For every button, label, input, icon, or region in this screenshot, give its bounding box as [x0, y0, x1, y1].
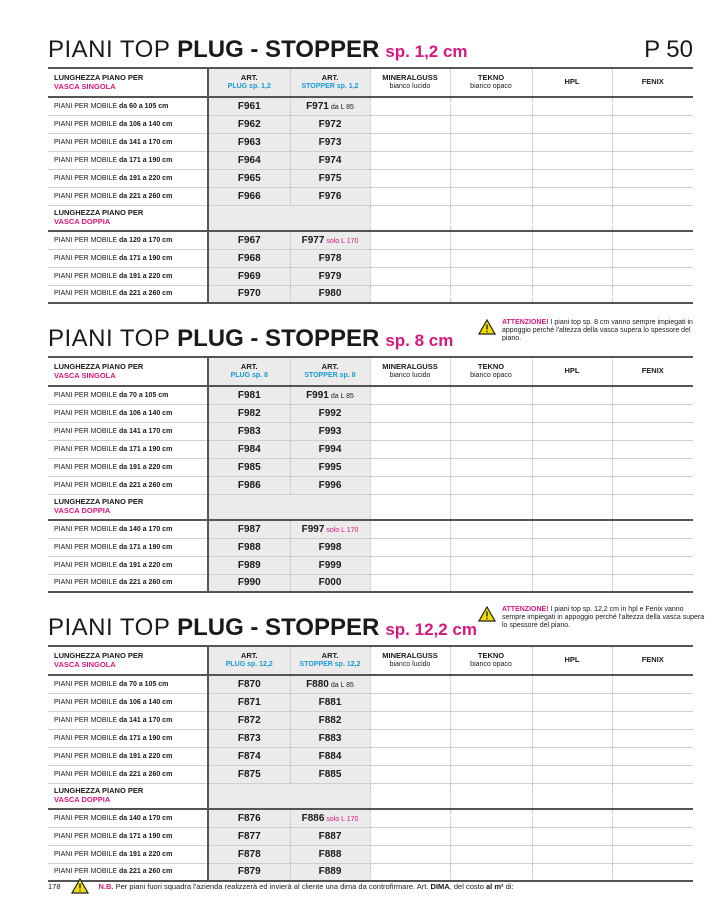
- length-header: LUNGHEZZA PIANO PER VASCA SINGOLA: [48, 646, 208, 675]
- hpl-price: [532, 675, 612, 693]
- stopper-code: F971 da L 85: [290, 97, 370, 115]
- stopper-code: F000: [290, 574, 370, 592]
- stopper-code: F882: [290, 711, 370, 729]
- tekno-price: [450, 556, 532, 574]
- table-row: [48, 809, 693, 827]
- price-table: [48, 645, 693, 882]
- table-row: [48, 169, 693, 187]
- length-cell: PIANI PER MOBILE da 191 a 220 cm: [48, 458, 208, 476]
- fenix-price: [612, 520, 693, 538]
- tekno-header: TEKNO bianco opaco: [450, 357, 532, 386]
- tekno-price: [450, 538, 532, 556]
- hpl-price: [532, 711, 612, 729]
- table-row: [48, 249, 693, 267]
- fenix-price: [612, 827, 693, 845]
- tekno-price: [450, 675, 532, 693]
- length-cell: PIANI PER MOBILE da 60 a 105 cm: [48, 97, 208, 115]
- table-row: [48, 729, 693, 747]
- plug-header: ART. PLUG sp. 12,2: [208, 646, 290, 675]
- plug-code: F963: [208, 133, 290, 151]
- hpl-price: [532, 267, 612, 285]
- length-cell: PIANI PER MOBILE da 171 a 190 cm: [48, 827, 208, 845]
- fenix-price: [612, 729, 693, 747]
- length-cell: PIANI PER MOBILE da 191 a 220 cm: [48, 267, 208, 285]
- fenix-price: [612, 422, 693, 440]
- mineralguss-price: [370, 440, 450, 458]
- fenix-price: [612, 231, 693, 249]
- table-row: [48, 693, 693, 711]
- mineralguss-price: [370, 675, 450, 693]
- fenix-header: FENIX: [612, 357, 693, 386]
- mineralguss-price: [370, 693, 450, 711]
- tekno-header: TEKNO bianco opaco: [450, 68, 532, 97]
- table-row: [48, 97, 693, 115]
- length-cell: PIANI PER MOBILE da 171 a 190 cm: [48, 151, 208, 169]
- stopper-code: F999: [290, 556, 370, 574]
- plug-code: F985: [208, 458, 290, 476]
- length-cell: PIANI PER MOBILE da 171 a 190 cm: [48, 440, 208, 458]
- hpl-price: [532, 404, 612, 422]
- table-row: [48, 556, 693, 574]
- group-header-row: [48, 494, 693, 520]
- plug-code: F988: [208, 538, 290, 556]
- stopper-code: F977 solo L 170: [290, 231, 370, 249]
- fenix-price: [612, 765, 693, 783]
- tekno-price: [450, 115, 532, 133]
- stopper-code: F888: [290, 845, 370, 863]
- fenix-price: [612, 711, 693, 729]
- mineralguss-header: MINERALGUSS bianco lucido: [370, 68, 450, 97]
- hpl-price: [532, 693, 612, 711]
- fenix-price: [612, 476, 693, 494]
- mineralguss-price: [370, 151, 450, 169]
- warning-icon: [478, 606, 496, 622]
- stopper-code: F889: [290, 863, 370, 881]
- stopper-code: F979: [290, 267, 370, 285]
- table-row: [48, 574, 693, 592]
- tekno-price: [450, 151, 532, 169]
- tekno-price: [450, 574, 532, 592]
- warning-icon: [478, 319, 496, 335]
- plug-code: F879: [208, 863, 290, 881]
- group-header-row: [48, 205, 693, 231]
- plug-code: F962: [208, 115, 290, 133]
- tekno-price: [450, 693, 532, 711]
- hpl-price: [532, 765, 612, 783]
- length-header: LUNGHEZZA PIANO PER VASCA SINGOLA: [48, 68, 208, 97]
- footer-text: N.B. Per piani fuori squadra l'azienda realizzerà ed invierà al cliente una dima da controfirmare. Art. DIMA, del costo al m² di:: [98, 881, 514, 891]
- fenix-price: [612, 386, 693, 404]
- plug-code: F967: [208, 231, 290, 249]
- fenix-price: [612, 440, 693, 458]
- plug-code: F876: [208, 809, 290, 827]
- fenix-price: [612, 574, 693, 592]
- tekno-price: [450, 187, 532, 205]
- stopper-code: F978: [290, 249, 370, 267]
- plug-code: F873: [208, 729, 290, 747]
- table-row: [48, 404, 693, 422]
- tekno-price: [450, 249, 532, 267]
- fenix-header: FENIX: [612, 68, 693, 97]
- plug-code: F969: [208, 267, 290, 285]
- stopper-code: F885: [290, 765, 370, 783]
- plug-code: F961: [208, 97, 290, 115]
- tekno-price: [450, 711, 532, 729]
- tekno-price: [450, 458, 532, 476]
- plug-code: F877: [208, 827, 290, 845]
- stopper-code: F992: [290, 404, 370, 422]
- plug-code: F875: [208, 765, 290, 783]
- plug-code: F878: [208, 845, 290, 863]
- section-3: [48, 606, 705, 882]
- table-row: [48, 422, 693, 440]
- fenix-price: [612, 404, 693, 422]
- plug-code: F990: [208, 574, 290, 592]
- table-row: [48, 115, 693, 133]
- plug-code: F984: [208, 440, 290, 458]
- stopper-code: F975: [290, 169, 370, 187]
- table-row: [48, 520, 693, 538]
- length-cell: PIANI PER MOBILE da 140 a 170 cm: [48, 809, 208, 827]
- table-header: [48, 68, 693, 97]
- fenix-price: [612, 115, 693, 133]
- warning-note: ATTENZIONE! I piani top sp. 8 cm vanno sempre impiegati in appoggio perché l'altezza della vasca supera lo spessore del piano.: [478, 319, 708, 343]
- table-row: [48, 133, 693, 151]
- length-cell: PIANI PER MOBILE da 221 a 260 cm: [48, 476, 208, 494]
- fenix-header: FENIX: [612, 646, 693, 675]
- table-row: [48, 711, 693, 729]
- plug-header: ART. PLUG sp. 8: [208, 357, 290, 386]
- plug-code: F981: [208, 386, 290, 404]
- length-cell: PIANI PER MOBILE da 141 a 170 cm: [48, 422, 208, 440]
- section-1: [48, 38, 693, 304]
- hpl-price: [532, 169, 612, 187]
- length-cell: PIANI PER MOBILE da 171 a 190 cm: [48, 538, 208, 556]
- mineralguss-price: [370, 249, 450, 267]
- plug-code: F989: [208, 556, 290, 574]
- stopper-code: F994: [290, 440, 370, 458]
- plug-code: F983: [208, 422, 290, 440]
- length-cell: PIANI PER MOBILE da 221 a 260 cm: [48, 285, 208, 303]
- mineralguss-price: [370, 711, 450, 729]
- fenix-price: [612, 169, 693, 187]
- length-cell: PIANI PER MOBILE da 171 a 190 cm: [48, 249, 208, 267]
- length-header: LUNGHEZZA PIANO PER VASCA SINGOLA: [48, 357, 208, 386]
- table-row: [48, 267, 693, 285]
- footer-note: [48, 878, 514, 894]
- length-cell: PIANI PER MOBILE da 191 a 220 cm: [48, 747, 208, 765]
- mineralguss-price: [370, 747, 450, 765]
- hpl-price: [532, 285, 612, 303]
- mineralguss-price: [370, 809, 450, 827]
- mineralguss-price: [370, 285, 450, 303]
- table-row: [48, 747, 693, 765]
- stopper-code: F973: [290, 133, 370, 151]
- plug-code: F966: [208, 187, 290, 205]
- stopper-code: F997 solo L 170: [290, 520, 370, 538]
- hpl-price: [532, 574, 612, 592]
- double-sink-label: LUNGHEZZA PIANO PER VASCA DOPPIA: [48, 494, 208, 520]
- tekno-price: [450, 765, 532, 783]
- fenix-price: [612, 863, 693, 881]
- mineralguss-price: [370, 187, 450, 205]
- stopper-code: F880 da L 85: [290, 675, 370, 693]
- hpl-price: [532, 115, 612, 133]
- plug-code: F870: [208, 675, 290, 693]
- stopper-code: F991 da L 85: [290, 386, 370, 404]
- tekno-price: [450, 133, 532, 151]
- hpl-price: [532, 133, 612, 151]
- fenix-price: [612, 133, 693, 151]
- fenix-price: [612, 675, 693, 693]
- length-cell: PIANI PER MOBILE da 141 a 170 cm: [48, 711, 208, 729]
- page-code: P 50: [644, 36, 693, 63]
- tekno-price: [450, 747, 532, 765]
- mineralguss-price: [370, 556, 450, 574]
- mineralguss-price: [370, 115, 450, 133]
- mineralguss-price: [370, 169, 450, 187]
- tekno-price: [450, 97, 532, 115]
- mineralguss-price: [370, 97, 450, 115]
- mineralguss-price: [370, 476, 450, 494]
- section-title: PIANI TOP PLUG - STOPPER sp. 8 cm: [48, 325, 454, 352]
- stopper-code: F884: [290, 747, 370, 765]
- table-header: [48, 357, 693, 386]
- fenix-price: [612, 267, 693, 285]
- price-table: [48, 67, 693, 304]
- mineralguss-price: [370, 231, 450, 249]
- table-row: [48, 765, 693, 783]
- mineralguss-price: [370, 267, 450, 285]
- fenix-price: [612, 693, 693, 711]
- mineralguss-price: [370, 386, 450, 404]
- mineralguss-price: [370, 574, 450, 592]
- length-cell: PIANI PER MOBILE da 221 a 260 cm: [48, 765, 208, 783]
- hpl-price: [532, 556, 612, 574]
- mineralguss-header: MINERALGUSS bianco lucido: [370, 646, 450, 675]
- hpl-price: [532, 187, 612, 205]
- mineralguss-price: [370, 827, 450, 845]
- fenix-price: [612, 809, 693, 827]
- stopper-code: F976: [290, 187, 370, 205]
- table-row: [48, 151, 693, 169]
- section-title: PIANI TOP PLUG - STOPPER sp. 12,2 cm: [48, 614, 477, 641]
- hpl-price: [532, 520, 612, 538]
- fenix-price: [612, 151, 693, 169]
- length-cell: PIANI PER MOBILE da 191 a 220 cm: [48, 169, 208, 187]
- stopper-code: F974: [290, 151, 370, 169]
- table-row: [48, 458, 693, 476]
- hpl-header: HPL: [532, 357, 612, 386]
- page-number: 178: [48, 881, 61, 891]
- length-cell: PIANI PER MOBILE da 221 a 260 cm: [48, 863, 208, 881]
- tekno-price: [450, 422, 532, 440]
- warning-note: ATTENZIONE! I piani top sp. 12,2 cm in hpl e Fenix vanno sempre impiegati in appoggio perché l'altezza della vasca supera lo spessore del piano.: [478, 606, 708, 630]
- plug-code: F986: [208, 476, 290, 494]
- fenix-price: [612, 187, 693, 205]
- tekno-header: TEKNO bianco opaco: [450, 646, 532, 675]
- hpl-price: [532, 476, 612, 494]
- hpl-price: [532, 151, 612, 169]
- length-cell: PIANI PER MOBILE da 70 a 105 cm: [48, 675, 208, 693]
- plug-code: F970: [208, 285, 290, 303]
- length-cell: PIANI PER MOBILE da 106 a 140 cm: [48, 404, 208, 422]
- tekno-price: [450, 809, 532, 827]
- hpl-price: [532, 386, 612, 404]
- length-cell: PIANI PER MOBILE da 70 a 105 cm: [48, 386, 208, 404]
- table-row: [48, 386, 693, 404]
- length-cell: PIANI PER MOBILE da 120 a 170 cm: [48, 231, 208, 249]
- stopper-code: F972: [290, 115, 370, 133]
- hpl-header: HPL: [532, 68, 612, 97]
- hpl-price: [532, 231, 612, 249]
- section-title: PIANI TOP PLUG - STOPPER sp. 1,2 cm P 50: [48, 36, 693, 63]
- length-cell: PIANI PER MOBILE da 106 a 140 cm: [48, 693, 208, 711]
- double-sink-label: LUNGHEZZA PIANO PER VASCA DOPPIA: [48, 205, 208, 231]
- tekno-price: [450, 729, 532, 747]
- mineralguss-price: [370, 520, 450, 538]
- plug-code: F872: [208, 711, 290, 729]
- length-cell: PIANI PER MOBILE da 191 a 220 cm: [48, 845, 208, 863]
- stopper-code: F887: [290, 827, 370, 845]
- length-cell: PIANI PER MOBILE da 141 a 170 cm: [48, 133, 208, 151]
- length-cell: PIANI PER MOBILE da 191 a 220 cm: [48, 556, 208, 574]
- length-cell: PIANI PER MOBILE da 171 a 190 cm: [48, 729, 208, 747]
- mineralguss-price: [370, 845, 450, 863]
- tekno-price: [450, 827, 532, 845]
- fenix-price: [612, 538, 693, 556]
- mineralguss-price: [370, 133, 450, 151]
- fenix-price: [612, 845, 693, 863]
- length-cell: PIANI PER MOBILE da 221 a 260 cm: [48, 574, 208, 592]
- table-row: [48, 476, 693, 494]
- table-header: [48, 646, 693, 675]
- tekno-price: [450, 386, 532, 404]
- stopper-header: ART. STOPPER sp. 8: [290, 357, 370, 386]
- hpl-price: [532, 729, 612, 747]
- stopper-code: F993: [290, 422, 370, 440]
- mineralguss-price: [370, 765, 450, 783]
- warning-icon: [71, 878, 89, 894]
- mineralguss-price: [370, 729, 450, 747]
- stopper-code: F996: [290, 476, 370, 494]
- hpl-price: [532, 827, 612, 845]
- stopper-code: F995: [290, 458, 370, 476]
- stopper-header: ART. STOPPER sp. 1,2: [290, 68, 370, 97]
- mineralguss-price: [370, 458, 450, 476]
- tekno-price: [450, 169, 532, 187]
- group-header-row: [48, 783, 693, 809]
- plug-code: F874: [208, 747, 290, 765]
- plug-code: F964: [208, 151, 290, 169]
- tekno-price: [450, 845, 532, 863]
- hpl-price: [532, 845, 612, 863]
- hpl-price: [532, 538, 612, 556]
- mineralguss-price: [370, 404, 450, 422]
- plug-code: F982: [208, 404, 290, 422]
- plug-header: ART. PLUG sp. 1,2: [208, 68, 290, 97]
- plug-code: F968: [208, 249, 290, 267]
- fenix-price: [612, 97, 693, 115]
- mineralguss-header: MINERALGUSS bianco lucido: [370, 357, 450, 386]
- fenix-price: [612, 556, 693, 574]
- price-table: [48, 356, 693, 593]
- plug-code: F965: [208, 169, 290, 187]
- mineralguss-price: [370, 422, 450, 440]
- fenix-price: [612, 747, 693, 765]
- table-row: [48, 827, 693, 845]
- plug-code: F871: [208, 693, 290, 711]
- table-row: [48, 538, 693, 556]
- table-row: [48, 187, 693, 205]
- tekno-price: [450, 404, 532, 422]
- length-cell: PIANI PER MOBILE da 106 a 140 cm: [48, 115, 208, 133]
- stopper-code: F998: [290, 538, 370, 556]
- length-cell: PIANI PER MOBILE da 221 a 260 cm: [48, 187, 208, 205]
- plug-code: F987: [208, 520, 290, 538]
- stopper-code: F980: [290, 285, 370, 303]
- table-row: [48, 231, 693, 249]
- hpl-price: [532, 863, 612, 881]
- tekno-price: [450, 520, 532, 538]
- fenix-price: [612, 458, 693, 476]
- tekno-price: [450, 476, 532, 494]
- hpl-price: [532, 747, 612, 765]
- tekno-price: [450, 440, 532, 458]
- stopper-header: ART. STOPPER sp. 12,2: [290, 646, 370, 675]
- tekno-price: [450, 285, 532, 303]
- hpl-price: [532, 809, 612, 827]
- stopper-code: F883: [290, 729, 370, 747]
- stopper-code: F881: [290, 693, 370, 711]
- hpl-price: [532, 249, 612, 267]
- table-row: [48, 845, 693, 863]
- tekno-price: [450, 231, 532, 249]
- table-row: [48, 285, 693, 303]
- length-cell: PIANI PER MOBILE da 140 a 170 cm: [48, 520, 208, 538]
- hpl-price: [532, 97, 612, 115]
- table-row: [48, 440, 693, 458]
- mineralguss-price: [370, 538, 450, 556]
- hpl-header: HPL: [532, 646, 612, 675]
- fenix-price: [612, 249, 693, 267]
- tekno-price: [450, 267, 532, 285]
- hpl-price: [532, 440, 612, 458]
- fenix-price: [612, 285, 693, 303]
- double-sink-label: LUNGHEZZA PIANO PER VASCA DOPPIA: [48, 783, 208, 809]
- hpl-price: [532, 458, 612, 476]
- section-2: [48, 319, 693, 593]
- hpl-price: [532, 422, 612, 440]
- table-row: [48, 675, 693, 693]
- stopper-code: F886 solo L 170: [290, 809, 370, 827]
